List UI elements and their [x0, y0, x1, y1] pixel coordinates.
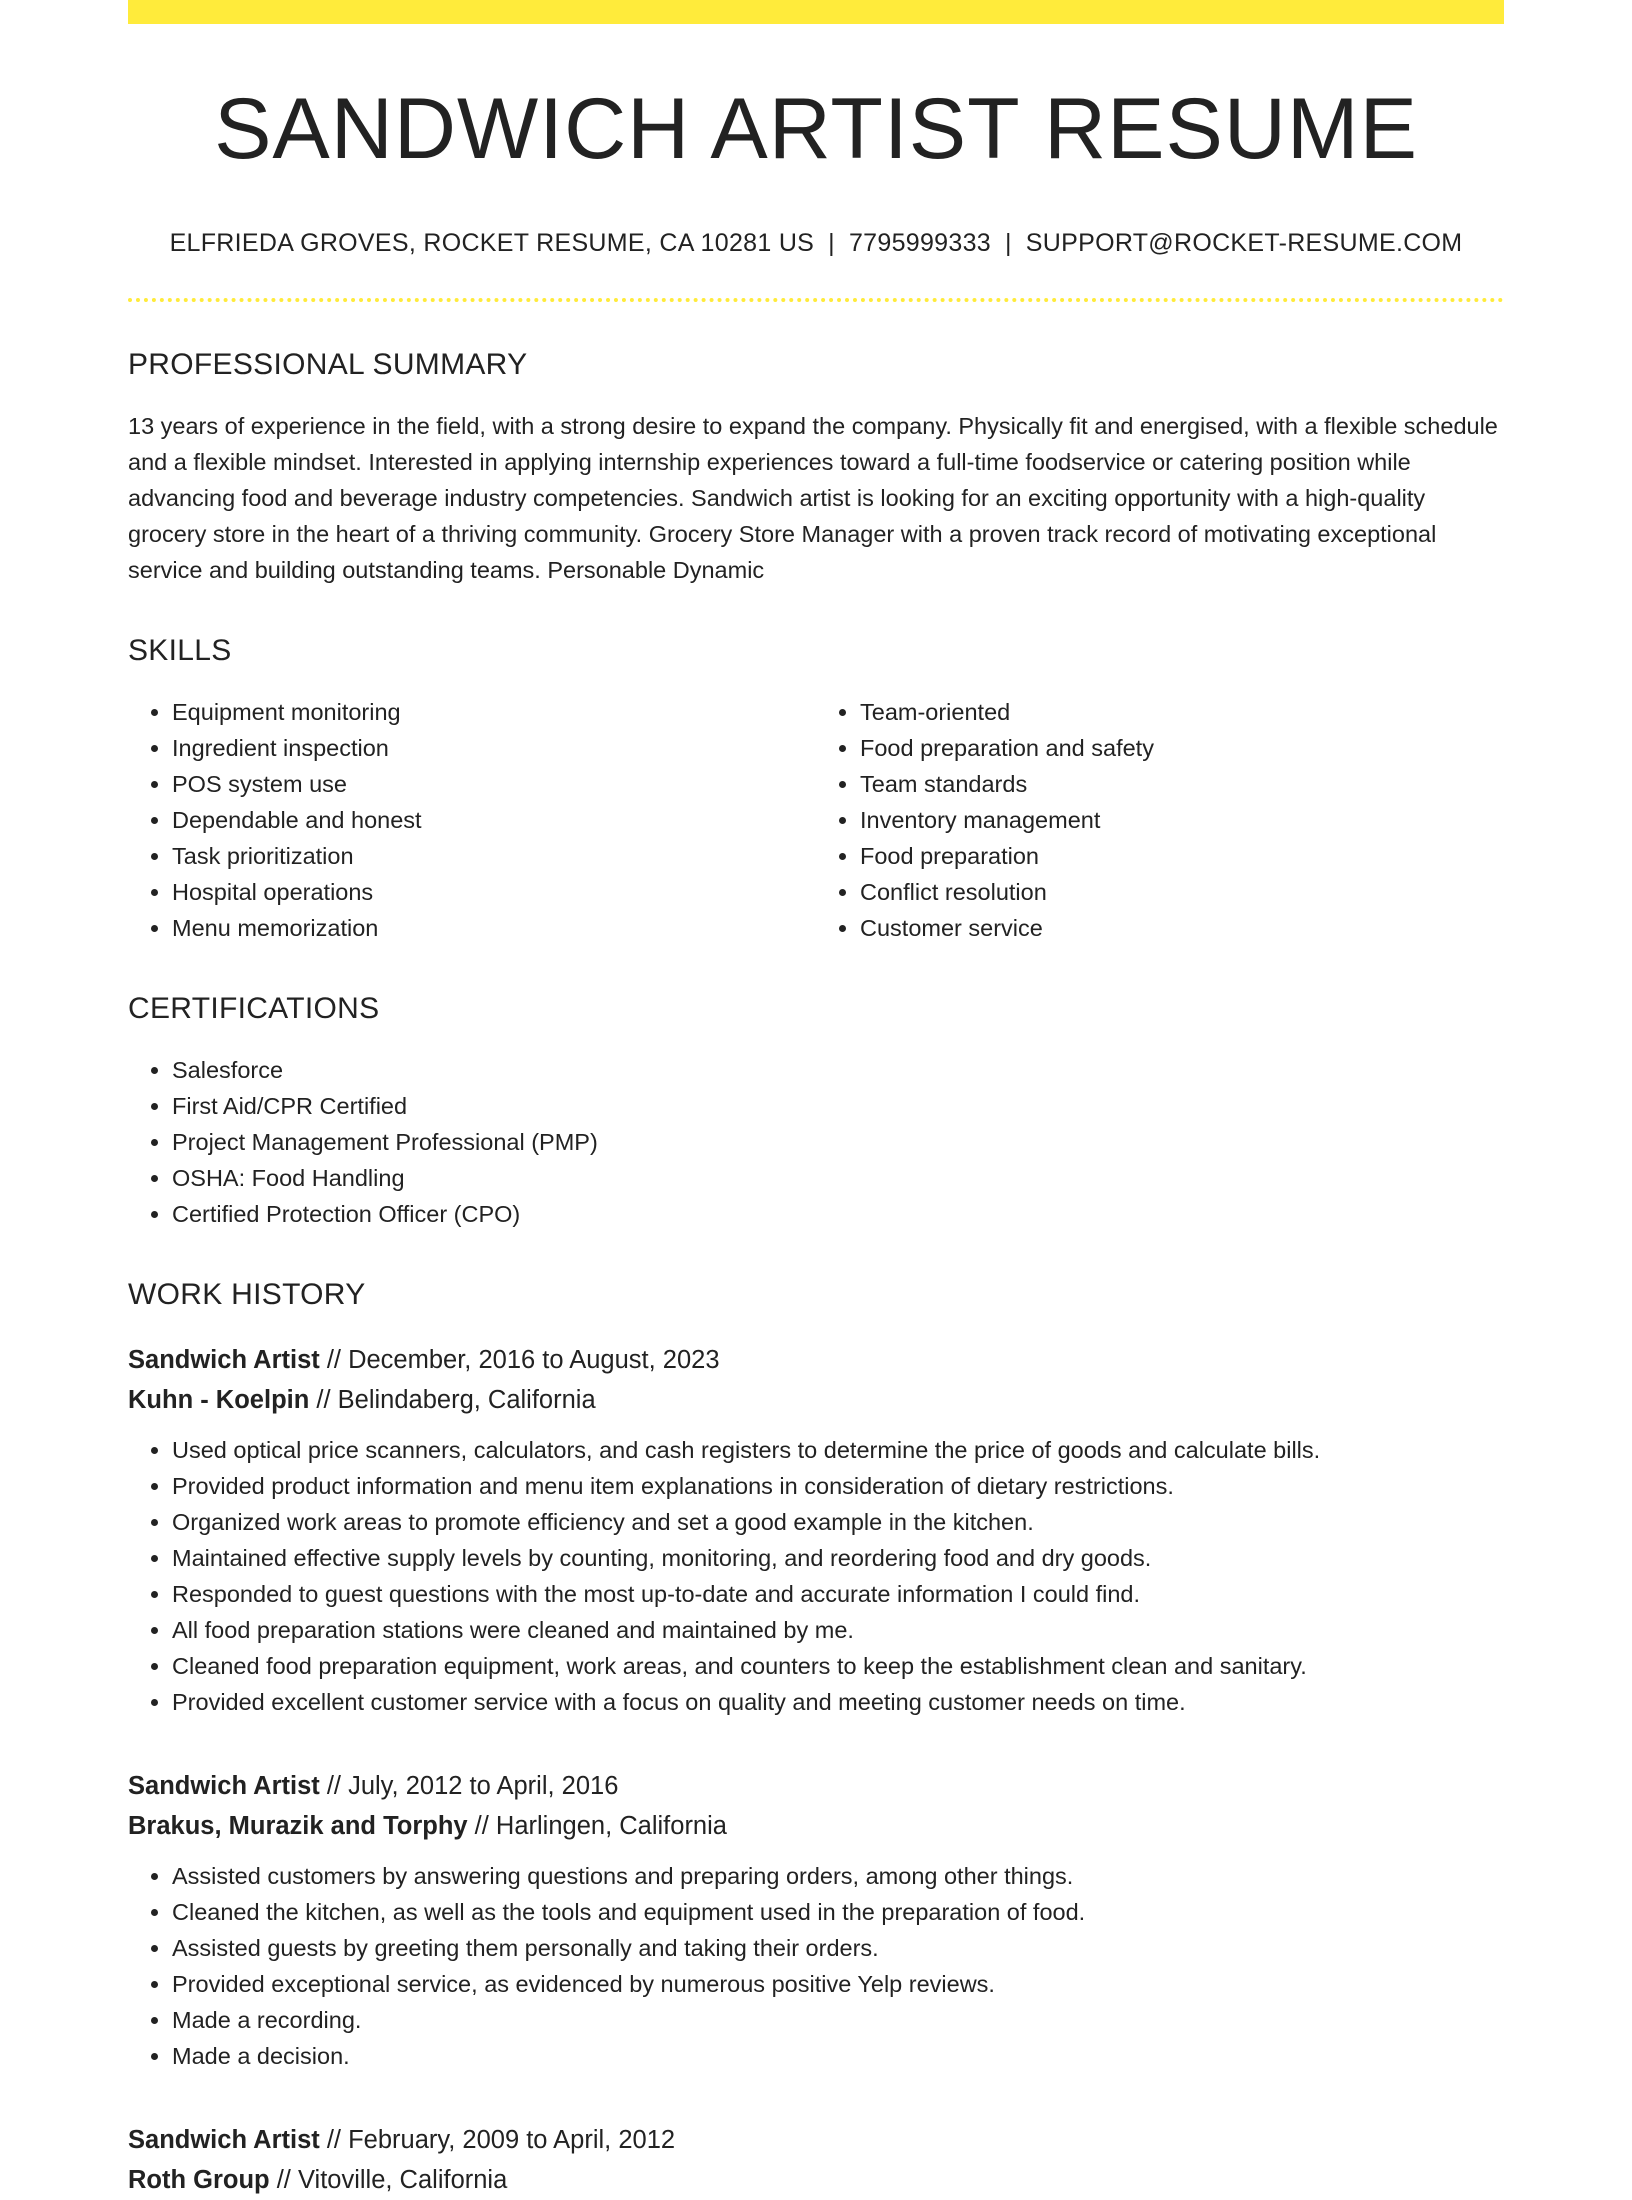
job-title-line — [128, 1766, 1504, 1806]
summary-text: 13 years of experience in the field, with a strong desire to expand the company. Physically fit and energised, with a flexible schedule and a flexible mindset. Interested in applying internship experiences toward a full-time foodservice or catering position while advancing food and beverage industry competencies. Sandwich artist is looking for an exciting opportunity with a high-quality grocery store in the heart of a thriving community. Grocery Store Manager with a proven track record of motivating exceptional service and building outstanding teams. Personable Dynamic — [128, 412, 1498, 583]
skill-item: • Equipment monitoring — [172, 694, 816, 730]
job-company-line — [128, 1380, 1504, 1420]
contact-line — [128, 229, 1504, 258]
job-duty-item: • Responded to guest questions with the most up-to-date and accurate information I could find. — [172, 1576, 1504, 1612]
skills-list-left — [128, 694, 816, 946]
job-dates: // July, 2012 to April, 2016 — [319, 1771, 619, 1800]
skill-item: • Conflict resolution — [860, 874, 1504, 910]
skills-columns — [128, 694, 1504, 946]
work-history-heading: WORK HISTORY — [128, 1277, 366, 1311]
skill-item: • Menu memorization — [172, 910, 816, 946]
job-duty-item: • Provided excellent customer service with a focus on quality and meeting customer needs on time. — [172, 1684, 1504, 1720]
resume-page — [128, 0, 1504, 2200]
job-duty-item: • Organized work areas to promote efficiency and set a good example in the kitchen. — [172, 1504, 1504, 1540]
job-company-line — [128, 2160, 1504, 2200]
job-dates: // February, 2009 to April, 2012 — [319, 2125, 676, 2154]
certifications-heading: CERTIFICATIONS — [128, 991, 380, 1025]
contact-separator: | — [828, 228, 835, 257]
job-duty-item: • Made a decision. — [172, 2038, 1504, 2074]
job-duty-item: • Provided product information and menu item explanations in consideration of dietary restrictions. — [172, 1468, 1504, 1504]
skill-item: • Ingredient inspection — [172, 730, 816, 766]
skills-list-right — [816, 694, 1504, 946]
job-duty-item: • Provided exceptional service, as evidenced by numerous positive Yelp reviews. — [172, 1966, 1504, 2002]
job-entry — [128, 1766, 1504, 2074]
job-company-line — [128, 1806, 1504, 1846]
skill-item: • POS system use — [172, 766, 816, 802]
job-location: // Belindaberg, California — [309, 1385, 596, 1414]
job-duty-item: • Assisted customers by answering questions and preparing orders, among other things. — [172, 1858, 1504, 1894]
job-title: Sandwich Artist — [128, 1771, 320, 1800]
job-duty-item: • Cleaned the kitchen, as well as the tools and equipment used in the preparation of food. — [172, 1894, 1504, 1930]
skill-item: • Hospital operations — [172, 874, 816, 910]
job-duty-item: • Maintained effective supply levels by counting, monitoring, and reordering food and dry goods. — [172, 1540, 1504, 1576]
summary-heading: PROFESSIONAL SUMMARY — [128, 347, 528, 381]
contact-phone: 7795999333 — [848, 228, 991, 257]
certification-item: • Project Management Professional (PMP) — [172, 1124, 1504, 1160]
job-entry — [128, 2120, 1504, 2200]
job-title-line — [128, 1340, 1504, 1380]
certification-item: • Certified Protection Officer (CPO) — [172, 1196, 1504, 1232]
job-title-line — [128, 2120, 1504, 2160]
skill-item: • Food preparation — [860, 838, 1504, 874]
job-dates: // December, 2016 to August, 2023 — [319, 1345, 720, 1374]
job-title: Sandwich Artist — [128, 2125, 320, 2154]
job-entry — [128, 1340, 1504, 1720]
skills-heading: SKILLS — [128, 633, 232, 667]
accent-top-bar — [128, 0, 1504, 24]
certification-item: • OSHA: Food Handling — [172, 1160, 1504, 1196]
certification-item: • First Aid/CPR Certified — [172, 1088, 1504, 1124]
job-duty-item: • All food preparation stations were cleaned and maintained by me. — [172, 1612, 1504, 1648]
job-company: Brakus, Murazik and Torphy — [128, 1811, 468, 1840]
job-company: Kuhn - Koelpin — [128, 1385, 310, 1414]
contact-email: SUPPORT@ROCKET-RESUME.COM — [1025, 228, 1463, 257]
skill-item: • Customer service — [860, 910, 1504, 946]
contact-separator: | — [1005, 228, 1012, 257]
certification-item: • Salesforce — [172, 1052, 1504, 1088]
certifications-list — [128, 1052, 1504, 1232]
job-location: // Harlingen, California — [467, 1811, 727, 1840]
job-duty-item: • Made a recording. — [172, 2002, 1504, 2038]
skill-item: • Inventory management — [860, 802, 1504, 838]
job-duty-item: • Assisted guests by greeting them personally and taking their orders. — [172, 1930, 1504, 1966]
job-title: Sandwich Artist — [128, 1345, 320, 1374]
skill-item: • Team-oriented — [860, 694, 1504, 730]
job-duty-item: • Used optical price scanners, calculators, and cash registers to determine the price of goods and calculate bills. — [172, 1432, 1504, 1468]
skill-item: • Team standards — [860, 766, 1504, 802]
job-duty-item: • Cleaned food preparation equipment, work areas, and counters to keep the establishment clean and sanitary. — [172, 1648, 1504, 1684]
job-company: Roth Group — [128, 2165, 270, 2194]
skill-item: • Food preparation and safety — [860, 730, 1504, 766]
job-location: // Vitoville, California — [269, 2165, 508, 2194]
job-duties-list — [128, 1432, 1504, 1720]
skill-item: • Task prioritization — [172, 838, 816, 874]
skill-item: • Dependable and honest — [172, 802, 816, 838]
job-duties-list — [128, 1858, 1504, 2074]
dotted-divider — [128, 298, 1504, 302]
contact-address: ELFRIEDA GROVES, ROCKET RESUME, CA 10281 US — [169, 228, 815, 257]
resume-title: SANDWICH ARTIST RESUME — [214, 81, 1418, 177]
